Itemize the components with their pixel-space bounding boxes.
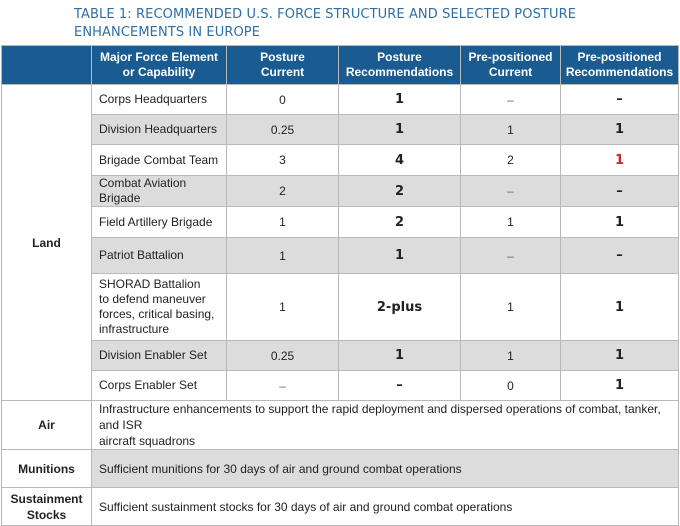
element-cell: Patriot Battalion <box>92 238 227 274</box>
header-posture-current: Posture Current <box>227 46 339 85</box>
table-row <box>2 274 679 341</box>
prepos-current-cell: 2 <box>461 145 561 176</box>
posture-current-cell: 0 <box>227 85 339 115</box>
posture-current-cell: 1 <box>227 207 339 238</box>
table-title-line-1: TABLE 1: RECOMMENDED U.S. FORCE STRUCTURE AND SELECTED POSTURE <box>74 7 577 22</box>
prepos-rec-cell: 1 <box>561 115 679 145</box>
table-row <box>2 401 679 450</box>
posture-rec-cell: 1 <box>339 115 461 145</box>
table-row <box>2 145 679 176</box>
element-cell: Corps Enabler Set <box>92 371 227 401</box>
table-row <box>2 488 679 526</box>
table-title-line-2: ENHANCEMENTS IN EUROPE <box>74 25 261 40</box>
posture-current-cell: 1 <box>227 274 339 341</box>
category-munitions: Munitions <box>2 450 92 488</box>
prepos-rec-cell: 1 <box>561 207 679 238</box>
header-prepositioned-current: Pre-positioned Current <box>461 46 561 85</box>
prepos-current-cell: – <box>461 176 561 207</box>
element-cell: Combat Aviation Brigade <box>92 176 227 207</box>
posture-rec-cell: 2 <box>339 207 461 238</box>
posture-rec-cell: 1 <box>339 85 461 115</box>
prepos-current-cell: 1 <box>461 207 561 238</box>
table-row <box>2 207 679 238</box>
prepos-rec-cell: 1 <box>561 274 679 341</box>
posture-current-cell: – <box>227 371 339 401</box>
element-cell: Division Enabler Set <box>92 341 227 371</box>
element-cell: Field Artillery Brigade <box>92 207 227 238</box>
element-cell-shorad: SHORAD Battalion to defend maneuver forces, critical basing, infrastructure <box>92 274 227 341</box>
table-title <box>74 6 664 42</box>
table-row <box>2 450 679 488</box>
force-structure-table <box>1 45 679 526</box>
prepos-rec-cell: – <box>561 176 679 207</box>
header-prepositioned-recommendations: Pre-positioned Recommendations <box>561 46 679 85</box>
prepos-rec-cell-highlight: 1 <box>561 145 679 176</box>
category-sustainment-stocks: Sustainment Stocks <box>2 488 92 526</box>
posture-rec-cell: 1 <box>339 341 461 371</box>
posture-current-cell: 1 <box>227 238 339 274</box>
prepos-current-cell: 0 <box>461 371 561 401</box>
prepos-rec-cell: 1 <box>561 341 679 371</box>
posture-rec-cell: 2-plus <box>339 274 461 341</box>
category-land: Land <box>2 85 92 401</box>
prepos-rec-cell: – <box>561 85 679 115</box>
posture-rec-cell: 4 <box>339 145 461 176</box>
table-row <box>2 341 679 371</box>
prepos-rec-cell: – <box>561 238 679 274</box>
header-category <box>2 46 92 85</box>
posture-rec-cell: 1 <box>339 238 461 274</box>
prepos-rec-cell: 1 <box>561 371 679 401</box>
element-cell: Division Headquarters <box>92 115 227 145</box>
header-posture-recommendations: Posture Recommendations <box>339 46 461 85</box>
munitions-description: Sufficient munitions for 30 days of air and ground combat operations <box>92 450 679 488</box>
table-row <box>2 115 679 145</box>
posture-current-cell: 0.25 <box>227 115 339 145</box>
posture-rec-cell: – <box>339 371 461 401</box>
posture-rec-cell: 2 <box>339 176 461 207</box>
prepos-current-cell: 1 <box>461 274 561 341</box>
table-row <box>2 238 679 274</box>
prepos-current-cell: 1 <box>461 341 561 371</box>
prepos-current-cell: – <box>461 85 561 115</box>
posture-current-cell: 3 <box>227 145 339 176</box>
posture-current-cell: 2 <box>227 176 339 207</box>
sustainment-description: Sufficient sustainment stocks for 30 days of air and ground combat operations <box>92 488 679 526</box>
header-element: Major Force Element or Capability <box>92 46 227 85</box>
table-row <box>2 371 679 401</box>
element-cell: Brigade Combat Team <box>92 145 227 176</box>
air-description: Infrastructure enhancements to support the rapid deployment and dispersed operations of combat, tanker, and ISR aircraft squadrons <box>92 401 679 450</box>
table-row <box>2 85 679 115</box>
header-row <box>2 46 679 85</box>
table-row <box>2 176 679 207</box>
prepos-current-cell: – <box>461 238 561 274</box>
prepos-current-cell: 1 <box>461 115 561 145</box>
element-cell: Corps Headquarters <box>92 85 227 115</box>
posture-current-cell: 0.25 <box>227 341 339 371</box>
category-air: Air <box>2 401 92 450</box>
